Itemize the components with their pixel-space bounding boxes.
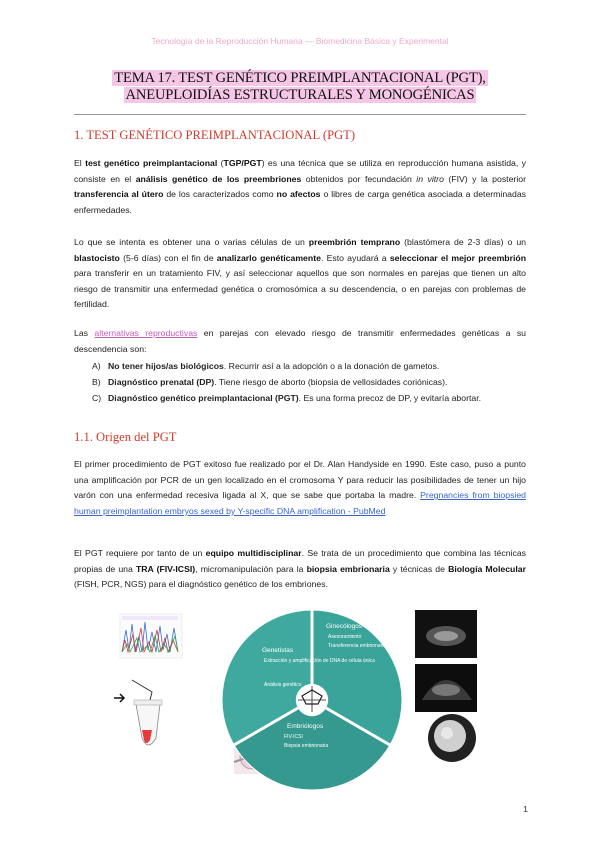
title-divider [74,114,526,115]
embryo-item: Biopsia embrionaria [284,743,329,749]
list-item: B) Diagnóstico prenatal (DP). Tiene riesgo de aborto (biopsia de vellosidades coriónicas). [92,377,448,388]
section-1-1-paragraph-1: El primer procedimiento de PGT exitoso fue realizado por el Dr. Alan Handyside en 1990. Este caso, puso a punto una amplificación por PCR de un gen localizado en el cromosoma Y para reducir las posibilidades de tener un hijo varón con una enfermedad recesiva ligada al X, que se sabe que portaba la madre. Pregnancies from biopsied human preimplantation embryos sexed by Y-specific DNA amplification - PubMed [74,459,527,516]
section-1-heading: 1. TEST GENÉTICO PREIMPLANTACIONAL (PGT) [74,128,356,142]
gyn-item: Transferencia embrionaria [328,643,387,649]
embryo-label: Embriólogos [287,723,324,730]
section-1-1-heading: 1.1. Origen del PGT [74,430,177,444]
team-ring [222,610,402,790]
running-header: Tecnología de la Reproducción Humana — Biomedicina Básica y Experimental [151,36,449,46]
title-line-2: ANEUPLOIDÍAS ESTRUCTURALES Y MONOGÉNICAS [125,87,475,103]
genetics-item: Extracción y amplificación de DNA de célula única [264,658,375,664]
gyn-label: Ginecólogos [326,623,363,630]
genetics-item: Análisis genético [264,682,302,688]
alternatives-list [74,358,526,407]
page-number: 1 [523,804,528,814]
electropherogram-image [120,614,182,658]
list-item: A) No tener hijos/as biológicos. Recurrir así a la adopción o a la donación de gametos. [92,361,440,371]
ultrasound-images [415,610,477,762]
list-item: C) Diagnóstico genético preimplantacional (PGT). Es una forma precoz de DP, y evitaría abortar. [92,393,482,404]
section-1-paragraph-1: El test genético preimplantacional (TGP/PGT) es una técnica que se utiliza en reproducción humana asistida, y consiste en el análisis genético de los preembriones obtenidos por fecundación in vitro (FIV) y la posterior transferencia al útero de los caracterizados como no afectos o libres de carga genética asociada a determinadas enfermedades. [74,158,527,215]
section-1-paragraph-3: Las alternativas reproductivas en parejas con elevado riesgo de transmitir enfermedades genéticas a su descendencia son: [74,328,526,354]
pcr-tube-image [114,680,162,745]
genetics-label: Genetistas [262,647,294,654]
alternativas-link[interactable]: alternativas reproductivas [94,328,198,338]
title-line-1: TEMA 17. TEST GENÉTICO PREIMPLANTACIONAL (PGT), [114,70,486,86]
gyn-item: Asesoramiento [328,634,362,640]
section-1-1-paragraph-2: El PGT requiere por tanto de un equipo multidisciplinar. Se trata de un procedimiento que combina las técnicas propias de una TRA (FIV-ICSI), micromanipulación para la biopsia embrionaria y técnicas de Biología Molecular (FISH, PCR, NGS) para el diagnóstico genético de los embriones. [74,548,526,590]
multidisciplinary-team-figure [112,600,488,800]
embryo-item: FIV-ICSI [284,734,303,740]
document-title [74,70,526,104]
pubmed-link[interactable]: Pregnancies from biopsied human preimplantation embryos sexed by Y-specific DNA amplification - PubMed [74,490,527,516]
section-1-paragraph-2: Lo que se intenta es obtener una o varias células de un preembrión temprano (blastómera de 2-3 días) o un blastocisto (5-6 días) con el fin de analizarlo genéticamente. Esto ayudará a seleccionar el mejor preembrión para transferir en un tratamiento FIV, y así seleccionar aquellos que son normales en parejas que tienen un alto riesgo de transmitir una enfermedad genética o cromosómica a su descendencia, o en parejas con problemas de fertilidad. [74,237,527,310]
